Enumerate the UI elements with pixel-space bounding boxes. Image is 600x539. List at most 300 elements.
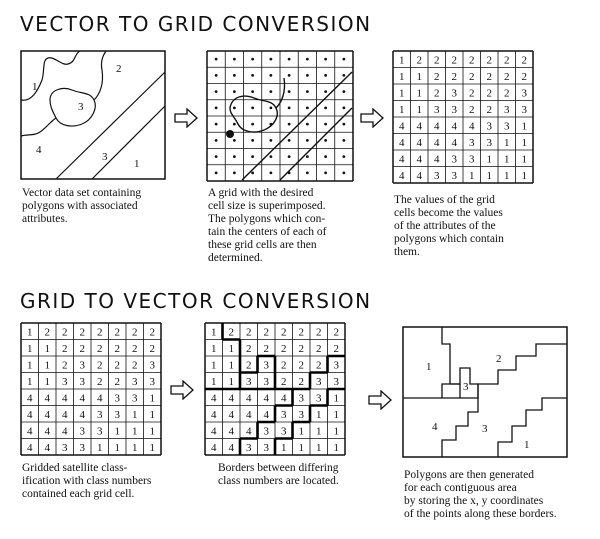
grid-cell-value: 4 (416, 169, 422, 182)
grid-cell-value: 4 (62, 408, 68, 421)
grid-cell-center (306, 123, 309, 126)
grid-cell-value: 3 (97, 408, 103, 421)
classified-grid-panel (20, 322, 162, 460)
grid-cell-center (215, 74, 218, 77)
grid-cell-value: 3 (316, 375, 322, 388)
grid-cell-center (233, 155, 236, 158)
grid-cell-value: 2 (281, 326, 287, 339)
grid-cell-value: 4 (27, 408, 33, 421)
grid-cell-value: 2 (281, 375, 287, 388)
grid-cell-value: 3 (504, 120, 510, 133)
right-arrow-icon (360, 108, 384, 132)
grid-cell-value: 1 (211, 326, 217, 339)
grid-cell-value: 4 (44, 392, 50, 405)
grid-cell-value: 4 (399, 136, 405, 149)
polygon-label: 1 (426, 361, 432, 373)
grid-cell-value: 3 (263, 375, 269, 388)
grid-cell-center (215, 123, 218, 126)
grid-cell-center (251, 171, 254, 174)
grid-cell-center (233, 58, 236, 61)
grid-cell-value: 4 (246, 408, 252, 421)
grid-cell-value: 3 (114, 392, 120, 405)
grid-cell-value: 2 (469, 87, 475, 100)
grid-cell-center (215, 90, 218, 93)
caption-line: Polygons are then generated (404, 469, 534, 481)
grid-cell-center (269, 171, 272, 174)
caption-line: of the points along these borders. (404, 508, 557, 520)
grid-cell-value: 2 (298, 342, 304, 355)
grid-cell-value: 2 (132, 359, 138, 372)
grid-cell-value: 4 (246, 425, 252, 438)
grid-cell-value: 4 (62, 392, 68, 405)
grid-cell-value: 1 (504, 136, 510, 149)
caption-borders-located (218, 462, 339, 488)
grid-cell-value: 3 (263, 425, 269, 438)
grid-cell-value: 2 (504, 87, 510, 100)
grid-cell-value: 1 (316, 408, 322, 421)
grid-cell-value: 4 (451, 120, 457, 133)
grid-cell-center (342, 74, 345, 77)
grid-cell-value: 2 (114, 375, 120, 388)
grid-cell-value: 2 (114, 326, 120, 339)
grid-cell-value: 1 (132, 441, 138, 454)
grid-cell-value: 1 (27, 375, 33, 388)
grid-cell-center (306, 106, 309, 109)
grid-cell-center (324, 106, 327, 109)
grid-cell-center (324, 74, 327, 77)
grid-cell-value: 1 (521, 120, 527, 133)
grid-cell-value: 2 (281, 342, 287, 355)
grid-cell-value: 2 (97, 326, 103, 339)
grid-cell-center (233, 90, 236, 93)
grid-cell-value: 1 (521, 169, 527, 182)
grid-cell-center (342, 139, 345, 142)
grid-cell-value: 4 (469, 120, 475, 133)
grid-cell-value: 2 (316, 359, 322, 372)
grid-cell-value: 3 (451, 87, 457, 100)
grid-cell-value: 4 (281, 392, 287, 405)
grid-cell-value: 4 (263, 408, 269, 421)
grid-cell-value: 3 (316, 392, 322, 405)
grid-cell-value: 2 (521, 70, 527, 83)
grid-cell-center (306, 171, 309, 174)
grid-cell-value: 2 (97, 359, 103, 372)
grid-cell-center (215, 58, 218, 61)
grid-cell-value: 2 (44, 326, 50, 339)
grid-cell-value: 1 (149, 425, 155, 438)
caption-line: them. (394, 246, 420, 258)
grid-cell-value: 1 (333, 392, 339, 405)
grid-cell-value: 4 (211, 392, 217, 405)
grid-cell-value: 2 (62, 342, 68, 355)
grid-cell-value: 4 (27, 425, 33, 438)
grid-cell-value: 3 (451, 103, 457, 116)
grid-cell-value: 1 (416, 87, 422, 100)
grid-cell-value: 2 (333, 342, 339, 355)
grid-cell-value: 1 (486, 153, 492, 166)
grid-cell-value: 4 (451, 136, 457, 149)
grid-cell-value: 1 (211, 359, 217, 372)
grid-cell-value: 4 (228, 392, 234, 405)
grid-cell-value: 4 (434, 153, 440, 166)
grid-cell-value: 1 (399, 70, 405, 83)
grid-cell-value: 1 (316, 441, 322, 454)
grid-cell-value: 3 (333, 375, 339, 388)
grid-cell-value: 1 (504, 153, 510, 166)
grid-cell-center (342, 58, 345, 61)
grid-cell-center (324, 90, 327, 93)
superimposed-grid-panel (206, 50, 354, 186)
polygon-label: 1 (524, 439, 530, 451)
grid-cell-value: 2 (486, 54, 492, 67)
caption-line: tain the centers of each of (208, 226, 327, 238)
grid-cell-value: 2 (62, 326, 68, 339)
grid-cell-value: 1 (132, 425, 138, 438)
grid-cell-value: 1 (44, 359, 50, 372)
section-title-vector-to-grid: VECTOR TO GRID CONVERSION (20, 12, 372, 36)
grid-cell-value: 1 (316, 425, 322, 438)
grid-cell-center (269, 139, 272, 142)
grid-cell-center (288, 139, 291, 142)
grid-cell-value: 3 (521, 103, 527, 116)
caption-line: The values of the grid (394, 194, 495, 206)
caption-vector-data (22, 187, 141, 226)
grid-cell-value: 4 (211, 425, 217, 438)
grid-cell-value: 3 (79, 425, 85, 438)
grid-cell-value: 1 (399, 103, 405, 116)
grid-cell-value: 1 (281, 441, 287, 454)
polygon-label: 3 (463, 381, 469, 393)
grid-cell-value: 3 (62, 375, 68, 388)
grid-cell-value: 3 (469, 153, 475, 166)
grid-cell-value: 2 (469, 103, 475, 116)
caption-line: cell size is superimposed. (208, 200, 326, 212)
grid-cell-value: 3 (486, 136, 492, 149)
grid-cell-value: 2 (298, 326, 304, 339)
grid-cell-value: 1 (228, 342, 234, 355)
grid-cell-value: 4 (211, 408, 217, 421)
grid-cell-value: 2 (486, 87, 492, 100)
grid-cell-value: 2 (79, 342, 85, 355)
grid-cell-value: 1 (416, 103, 422, 116)
grid-cell-value: 4 (416, 153, 422, 166)
grid-cell-value: 1 (416, 70, 422, 83)
grid-cell-value: 2 (97, 342, 103, 355)
grid-cell-value: 1 (97, 441, 103, 454)
grid-cell-center (233, 171, 236, 174)
grid-cell-value: 3 (298, 392, 304, 405)
grid-cell-value: 4 (399, 120, 405, 133)
grid-cell-center (324, 123, 327, 126)
grid-cell-value: 1 (114, 425, 120, 438)
grid-cell-value: 4 (399, 153, 405, 166)
grid-cell-value: 3 (114, 408, 120, 421)
grid-cell-center (269, 58, 272, 61)
grid-cell-value: 4 (416, 136, 422, 149)
grid-cell-value: 4 (27, 441, 33, 454)
grid-cell-center (306, 58, 309, 61)
grid-cell-value: 2 (451, 54, 457, 67)
grid-cell-value: 2 (521, 54, 527, 67)
grid-cell-value: 1 (149, 441, 155, 454)
vector-label: 1 (134, 158, 140, 170)
grid-cell-value: 4 (97, 392, 103, 405)
grid-cell-center (215, 155, 218, 158)
grid-cell-value: 2 (333, 326, 339, 339)
grid-cell-center (288, 123, 291, 126)
grid-cell-center (269, 155, 272, 158)
grid-cell-value: 2 (469, 54, 475, 67)
grid-cell-center (269, 90, 272, 93)
grid-cell-value: 1 (114, 441, 120, 454)
grid-cell-value: 3 (79, 441, 85, 454)
grid-cell-value: 4 (228, 425, 234, 438)
caption-line: polygons with associated (22, 200, 138, 212)
grid-cell-value: 4 (62, 425, 68, 438)
right-arrow-icon (170, 380, 194, 404)
grid-cell-center (306, 139, 309, 142)
grid-cell-center (251, 90, 254, 93)
grid-cell-value: 2 (486, 70, 492, 83)
vector-polygons-panel (20, 50, 166, 184)
grid-cell-center (233, 106, 236, 109)
grid-cell-center (306, 155, 309, 158)
grid-cell-center (306, 90, 309, 93)
vector-label: 2 (116, 63, 122, 75)
right-arrow-icon (174, 108, 198, 132)
grid-cell-value: 3 (132, 392, 138, 405)
grid-cell-value: 1 (211, 342, 217, 355)
grid-cell-value: 1 (333, 425, 339, 438)
grid-cell-center (324, 155, 327, 158)
caption-line: polygons which contain (394, 233, 504, 245)
grid-cell-value: 4 (79, 392, 85, 405)
grid-cell-value: 2 (246, 342, 252, 355)
grid-cell-value: 4 (44, 441, 50, 454)
grid-cell-center (288, 106, 291, 109)
grid-cell-center (215, 139, 218, 142)
polygon-label: 3 (482, 423, 488, 435)
grid-cell-value: 3 (263, 441, 269, 454)
grid-cell-value: 3 (451, 153, 457, 166)
grid-cell-value: 2 (263, 326, 269, 339)
grid-cell-center (342, 171, 345, 174)
grid-cell-value: 2 (114, 342, 120, 355)
grid-cell-value: 2 (132, 342, 138, 355)
right-arrow-icon (368, 390, 392, 414)
caption-line: Borders between differing (218, 462, 339, 474)
grid-cell-value: 2 (97, 375, 103, 388)
grid-cell-value: 2 (246, 326, 252, 339)
caption-line: The polygons which con- (208, 213, 326, 225)
caption-line: class numbers are located. (218, 475, 339, 487)
grid-cell-value: 2 (434, 54, 440, 67)
grid-cell-value: 3 (469, 136, 475, 149)
value-grid-panel (392, 50, 534, 188)
grid-cell-center (269, 74, 272, 77)
grid-cell-value: 3 (504, 103, 510, 116)
grid-cell-value: 3 (149, 359, 155, 372)
grid-cell-value: 3 (486, 120, 492, 133)
grid-cell-value: 4 (399, 169, 405, 182)
grid-cell-value: 3 (79, 359, 85, 372)
grid-cell-value: 4 (263, 392, 269, 405)
grid-cell-value: 3 (132, 375, 138, 388)
grid-cell-center (342, 123, 345, 126)
grid-cell-value: 3 (434, 103, 440, 116)
grid-cell-value: 4 (228, 408, 234, 421)
grid-cell-center (251, 74, 254, 77)
grid-cell-value: 2 (62, 359, 68, 372)
grid-cell-value: 4 (434, 136, 440, 149)
grid-cell-center (251, 106, 254, 109)
grid-cell-value: 4 (416, 120, 422, 133)
grid-cell-value: 4 (27, 392, 33, 405)
caption-polygons-generated (404, 469, 557, 521)
grid-cell-value: 3 (281, 425, 287, 438)
grid-cell-value: 1 (333, 408, 339, 421)
grid-cell-value: 4 (44, 425, 50, 438)
grid-cell-value: 2 (149, 342, 155, 355)
grid-cell-value: 3 (97, 425, 103, 438)
grid-cell-value: 2 (228, 326, 234, 339)
caption-line: determined. (208, 252, 263, 264)
grid-cell-value: 1 (521, 153, 527, 166)
grid-cell-value: 3 (333, 359, 339, 372)
grid-cell-center (215, 171, 218, 174)
grid-cell-value: 4 (228, 441, 234, 454)
polygon-label: 4 (432, 421, 438, 433)
caption-line: contained each grid cell. (22, 488, 135, 500)
caption-line: Gridded satellite class- (22, 462, 128, 474)
grid-cell-value: 2 (469, 70, 475, 83)
grid-cell-value: 3 (246, 375, 252, 388)
grid-cell-value: 1 (521, 136, 527, 149)
grid-cell-center (288, 74, 291, 77)
grid-cell-value: 2 (281, 359, 287, 372)
grid-cell-value: 2 (451, 70, 457, 83)
grid-cell-value: 1 (333, 441, 339, 454)
grid-cell-value: 1 (44, 342, 50, 355)
grid-cell-value: 1 (298, 425, 304, 438)
grid-cell-center (233, 139, 236, 142)
grid-cell-center (288, 58, 291, 61)
grid-cell-value: 1 (228, 359, 234, 372)
grid-cell-center (324, 171, 327, 174)
grid-cell-center (251, 123, 254, 126)
grid-cell-center (251, 155, 254, 158)
grid-cell-value: 1 (27, 326, 33, 339)
grid-cell-value: 3 (149, 375, 155, 388)
grid-cell-value: 4 (79, 408, 85, 421)
caption-line: Vector data set containing (22, 187, 142, 199)
caption-line: ification with class numbers (22, 475, 152, 487)
grid-cell-value: 1 (399, 87, 405, 100)
vector-label: 3 (102, 151, 108, 163)
grid-cell-center (251, 58, 254, 61)
bordered-grid-panel (204, 322, 346, 460)
caption-line: attributes. (22, 213, 68, 225)
grid-cell-value: 3 (246, 441, 252, 454)
caption-grid-superimposed (208, 187, 326, 265)
vector-label: 3 (78, 101, 84, 113)
grid-cell-value: 2 (149, 326, 155, 339)
grid-cell-center (324, 139, 327, 142)
grid-cell-value: 3 (451, 169, 457, 182)
section-title-grid-to-vector: GRID TO VECTOR CONVERSION (20, 289, 372, 313)
polygon-label: 2 (496, 353, 502, 365)
grid-cell-value: 1 (27, 359, 33, 372)
grid-cell-value: 3 (263, 359, 269, 372)
grid-cell-value: 4 (44, 408, 50, 421)
grid-cell-value: 1 (486, 169, 492, 182)
grid-cell-value: 3 (79, 375, 85, 388)
grid-cell-value: 1 (504, 169, 510, 182)
grid-cell-value: 4 (434, 120, 440, 133)
grid-cell-value: 2 (298, 375, 304, 388)
grid-cell-value: 1 (298, 441, 304, 454)
grid-cell-value: 2 (298, 359, 304, 372)
grid-cell-value: 2 (246, 359, 252, 372)
grid-cell-value: 3 (281, 408, 287, 421)
grid-cell-value: 2 (114, 359, 120, 372)
caption-line: for each contiguous area (404, 482, 517, 494)
grid-cell-value: 3 (521, 87, 527, 100)
grid-cell-center (342, 106, 345, 109)
grid-cell-value: 2 (504, 54, 510, 67)
grid-cell-value: 1 (27, 342, 33, 355)
grid-cell-value: 1 (211, 375, 217, 388)
grid-cell-center (288, 90, 291, 93)
grid-cell-value: 1 (399, 54, 405, 67)
grid-cell-value: 2 (316, 326, 322, 339)
grid-cell-value: 1 (469, 169, 475, 182)
caption-line: cells become the values (394, 207, 503, 219)
grid-cell-value: 2 (263, 342, 269, 355)
grid-cell-value: 1 (132, 408, 138, 421)
grid-cell-value: 3 (62, 441, 68, 454)
grid-cell-value: 2 (132, 326, 138, 339)
grid-cell-value: 3 (434, 169, 440, 182)
caption-line: by storing the x, y coordinates (404, 495, 544, 507)
caption-line: of the attributes of the (394, 220, 496, 232)
grid-cell-value: 2 (504, 70, 510, 83)
grid-cell-center (215, 106, 218, 109)
grid-cell-center (233, 74, 236, 77)
caption-grid-values (394, 194, 504, 259)
grid-cell-center (306, 74, 309, 77)
grid-cell-center (342, 90, 345, 93)
grid-cell-center (269, 106, 272, 109)
vector-label: 4 (36, 144, 42, 156)
grid-cell-value: 1 (149, 408, 155, 421)
grid-cell-center (233, 123, 236, 126)
caption-line: A grid with the desired (208, 187, 314, 199)
grid-cell-value: 1 (44, 375, 50, 388)
grid-cell-value: 2 (434, 70, 440, 83)
grid-cell-value: 4 (246, 392, 252, 405)
grid-cell-center (342, 155, 345, 158)
grid-cell-center (324, 58, 327, 61)
vector-label: 1 (32, 81, 38, 93)
grid-cell-value: 4 (211, 441, 217, 454)
grid-cell-center (251, 139, 254, 142)
grid-cell-value: 2 (316, 342, 322, 355)
caption-line: these grid cells are then (208, 239, 317, 251)
grid-cell-value: 3 (298, 408, 304, 421)
grid-cell-value: 2 (486, 103, 492, 116)
caption-gridded-classification (22, 462, 151, 501)
